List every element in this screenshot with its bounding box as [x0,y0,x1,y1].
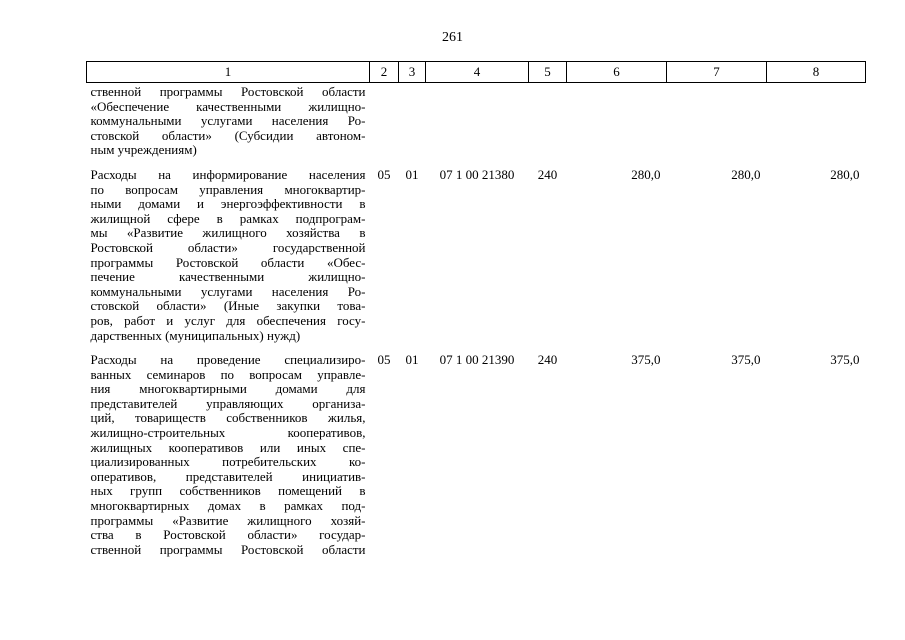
description-line: Ростовской области» государственной [90,239,366,255]
description-line: ций, товариществ собственников жилья, [90,410,366,426]
budget-table [86,61,866,565]
description-line: печение качественными жилищно- [90,269,366,285]
section-code: 05 [377,352,391,368]
target-article-code [426,83,529,166]
expense-description [87,351,370,565]
subsection-code: 01 [405,166,419,182]
amount-year-3: 375,0 [830,352,860,368]
description-line: ственной программы Ростовской области [90,84,366,99]
column-header: 5 [529,62,567,83]
description-line: ванных семинаров по вопросам управле- [90,366,366,382]
description-line: дарственных (муниципальных) нужд) [90,327,301,343]
description-line: коммунальными услугами населения Ро- [90,283,366,299]
table-row [87,166,866,351]
description-line: ными домами и энергоэффективности в [90,196,366,212]
section-code: 05 [377,166,391,182]
amount-year-1: 280,0 [631,166,661,182]
column-header: 6 [567,62,667,83]
page-number: 261 [442,30,463,45]
amount-year-2 [667,83,767,166]
table-row [87,351,866,565]
amount-year-1 [567,83,667,166]
amount-year-2: 280,0 [731,166,761,182]
description-line: жилищных кооперативов или иных спе- [90,439,366,455]
description-line: представителей управляющих организа- [90,395,366,411]
expense-type-code [529,83,567,166]
subsection-code: 01 [405,352,419,368]
description-line: программы «Развитие жилищного хозяй- [90,512,366,528]
amount-year-1: 375,0 [631,352,661,368]
description-line: ства в Ростовской области» государ- [90,527,366,543]
expense-description [87,166,370,351]
column-header: 8 [767,62,866,83]
description-line: коммунальными услугами населения Ро- [90,113,366,129]
description-line: жилищной сфере в рамках подпрограм- [90,210,366,226]
target-article-code: 07 1 00 21390 [439,352,515,368]
description-line: программы Ростовской области «Обес- [90,254,366,270]
description-line: ния многоквартирными домами для [90,381,366,397]
target-article-code: 07 1 00 21380 [439,166,515,182]
expense-type-code: 240 [537,352,558,368]
section-code [370,83,399,166]
description-line: Расходы на информирование населения [90,166,366,182]
description-line: оперативов, представителей инициатив- [90,468,366,484]
subsection-code [399,83,426,166]
amount-year-3: 280,0 [830,166,860,182]
description-line: ных групп собственников помещений в [90,483,366,499]
description-line: мы «Развитие жилищного хозяйства в [90,225,366,241]
amount-year-3 [767,83,866,166]
column-header: 1 [87,62,370,83]
description-line: ным учреждениям) [90,142,197,158]
description-line: циализированных потребительских ко- [90,454,366,470]
description-line: стовской области» (Субсидии автоном- [90,127,366,143]
table-row [87,83,866,166]
description-line: многоквартирных домах в рамках под- [90,498,366,514]
description-line: по вопросам управления многоквартир- [90,181,366,197]
amount-year-2: 375,0 [731,352,761,368]
description-line: «Обеспечение качественными жилищно- [90,98,366,114]
column-header: 7 [667,62,767,83]
table-header-row [87,62,866,83]
description-line: ственной программы Ростовской области [90,541,366,557]
description-line: Расходы на проведение специализиро- [90,352,366,368]
expense-type-code: 240 [537,166,558,182]
column-header: 3 [399,62,426,83]
expense-description [87,83,370,166]
description-line: ров, работ и услуг для обеспечения госу- [90,312,366,328]
column-header: 4 [426,62,529,83]
description-line: стовской области» (Иные закупки това- [90,298,366,314]
description-line: жилищно-строительных кооперативов, [90,425,366,441]
column-header: 2 [370,62,399,83]
